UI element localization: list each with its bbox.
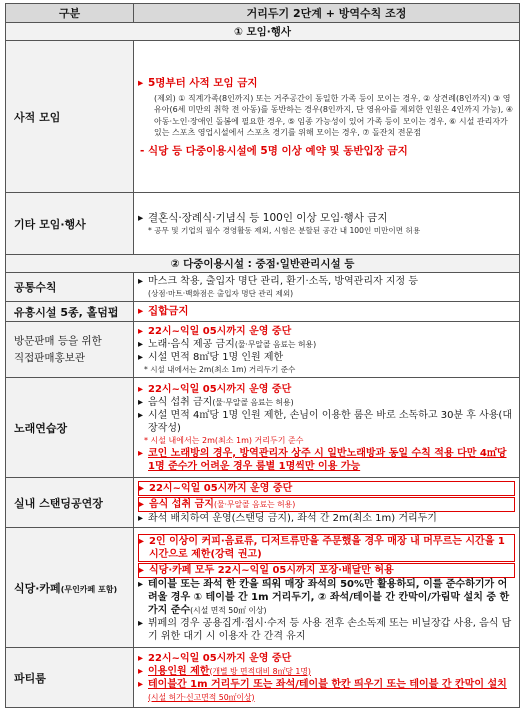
table-row: [6, 648, 520, 708]
row-content: [134, 273, 520, 302]
row-content: [134, 378, 520, 478]
exception-note: (제외) ① 직계가족(8인까지) 또는 거주공간이 동일한 가족 등이 모이는 경우, ② 상견례(8인까지) ③ 영유아(6세 미만의 취학 전 아동)를 동반하는 경우(8인까지, 단 영유아를 제외한 인원은 4인까지 가능), ④ 아동·노인·장애인 돌봄에 필요한 경우, ⑤ 임종 가능성이 있어 가족 등이 모이는 경우, ⑥ 시설 관리자가 있는 스포츠 영업시설에서 스포츠 경기를 위해 모이는 경우, ⑦ 돌잔치 전문점: [154, 93, 514, 137]
exception-note: * 시설 내에서는 2m(최소 1m) 거리두기 준수: [144, 364, 296, 374]
bullet-line: ▸ 22시~익일 05시까지 운영 중단: [138, 325, 292, 337]
bullet-line: ▸ 22시~익일 05시까지 운영 중단: [138, 383, 292, 395]
row-content: [134, 193, 520, 255]
section-header: [6, 23, 520, 41]
bullet-line: ▸ 식당·카페 모두 22시~익일 05시까지 포장·배달만 허용: [138, 563, 515, 578]
bullet-line: ▸ 코인 노래방의 경우, 방역관리자 상주 시 일반노래방과 동일 수칙 적용 다만 4㎡당 1명 준수가 어려운 경우 룸별 1명씩만 이용 가능: [138, 447, 507, 472]
bullet-line: ▸ 좌석 배치하여 운영(스탠딩 금지), 좌석 간 2m(최소 1m) 거리두기: [138, 513, 437, 524]
exception-note: * 시설 내에서는 2m(최소 1m) 거리두기 준수: [144, 435, 304, 445]
table-row: [6, 302, 520, 322]
bullet-line: ▸ 이용인원 제한(개별 방 면적대비 8㎡당 1명): [138, 665, 311, 677]
exception-note: * 공무 및 기업의 필수 경영활동 제외, 시험은 분할된 공간 내 100인 미만이면 허용: [148, 225, 421, 235]
table-row: [6, 322, 520, 378]
bullet-line: ▸ 테이블간 1m 거리두기 또는 좌석/테이블 한칸 띄우기 또는 테이블 간 칸막이 설치(시설 허가·신고면적 50㎡이상): [138, 678, 507, 702]
header-title: 거리두기 2단계 + 방역수칙 조정: [134, 4, 520, 23]
row-label: 사적 모임: [6, 41, 134, 193]
row-content: [134, 41, 520, 193]
row-label-sub: (무인카페 포함): [60, 584, 118, 594]
row-label: 파티룸: [6, 648, 134, 708]
exception-note: (상점·마트·백화점은 출입자 명단 관리 제외): [148, 289, 294, 298]
row-content: [134, 648, 520, 708]
table-row: [6, 528, 520, 648]
section-header: [6, 255, 520, 273]
bullet-line: ▸ 마스크 착용, 출입자 명단 관리, 환기·소독, 방역관리자 지정 등: [138, 276, 418, 287]
row-label-text: 식당·카페: [14, 581, 61, 595]
bullet-line: ▸ 집합금지: [138, 305, 189, 317]
row-content: [134, 528, 520, 648]
row-label: 노래연습장: [6, 378, 134, 478]
bullet-line: ▸ 테이블 또는 좌석 한 칸을 띄워 매장 좌석의 50%만 활용하되, 이를 준수하기가 어려울 경우 ① 테이블 간 1m 거리두기, ② 좌석/테이블 간 칸막이/가림막 설치 중 한 가지 준수(시설 면적 50㎡ 이상): [138, 578, 510, 616]
table-row: [6, 41, 520, 193]
bullet-line: ▸ 뷔페의 경우 공용집게·접시·수저 등 사용 전후 손소독제 또는 비닐장갑 사용, 음식 담기 위한 대기 시 이용자 간 간격 유지: [138, 617, 512, 642]
row-label: [6, 528, 134, 648]
bullet-line: ▸ 음식 섭취 금지(물·무알콜 음료는 허용): [138, 497, 515, 512]
table-row: [6, 478, 520, 528]
row-label: 기타 모임·행사: [6, 193, 134, 255]
bullet-line: ▸ 음식 섭취 금지(물·무알콜 음료는 허용): [138, 396, 294, 408]
row-label: [6, 322, 134, 378]
row-label: 유흥시설 5종, 홀덤펍: [6, 302, 134, 322]
bullet-line: ▸ 시설 면적 4㎡당 1명 인원 제한, 손님이 이용한 룸은 바로 소독하고 30분 후 사용(대장작성): [138, 409, 512, 434]
row-content: [134, 322, 520, 378]
bullet-line: ▸ 2인 이상이 커피·음료류, 디저트류만을 주문했을 경우 매장 내 머무르는 시간을 1시간으로 제한(강력 권고): [138, 534, 515, 562]
bullet-line: ▸ 5명부터 사적 모임 금지: [138, 76, 258, 89]
bullet-line: ▸ 22시~익일 05시까지 운영 중단: [138, 481, 515, 496]
header-category: 구분: [6, 4, 134, 23]
row-label-line: 방문판매 등을 위한: [14, 334, 102, 347]
regulation-table: [5, 3, 520, 708]
bullet-line: ▸ 노래·음식 제공 금지(물·무알콜 음료는 허용): [138, 338, 317, 350]
bullet-line: ▸ 시설 면적 8㎡당 1명 인원 제한: [138, 351, 284, 363]
row-content: [134, 302, 520, 322]
table-header: [6, 4, 520, 23]
section2-title: ② 다중이용시설 : 중점·일반관리시설 등: [6, 255, 520, 273]
row-label: 공통수칙: [6, 273, 134, 302]
row-label-line: 직접판매홍보관: [14, 351, 86, 364]
restriction-note: - 식당 등 다중이용시설에 5명 이상 예약 및 동반입장 금지: [140, 144, 408, 157]
row-label: 실내 스탠딩공연장: [6, 478, 134, 528]
section1-title: ① 모임·행사: [6, 23, 520, 41]
table-row: [6, 378, 520, 478]
bullet-line: ▸ 22시~익일 05시까지 운영 중단: [138, 652, 292, 664]
bullet-line: ▸ 결혼식·장례식·기념식 등 100인 이상 모임·행사 금지: [138, 211, 388, 224]
table-row: [6, 273, 520, 302]
row-content: [134, 478, 520, 528]
table-row: [6, 193, 520, 255]
